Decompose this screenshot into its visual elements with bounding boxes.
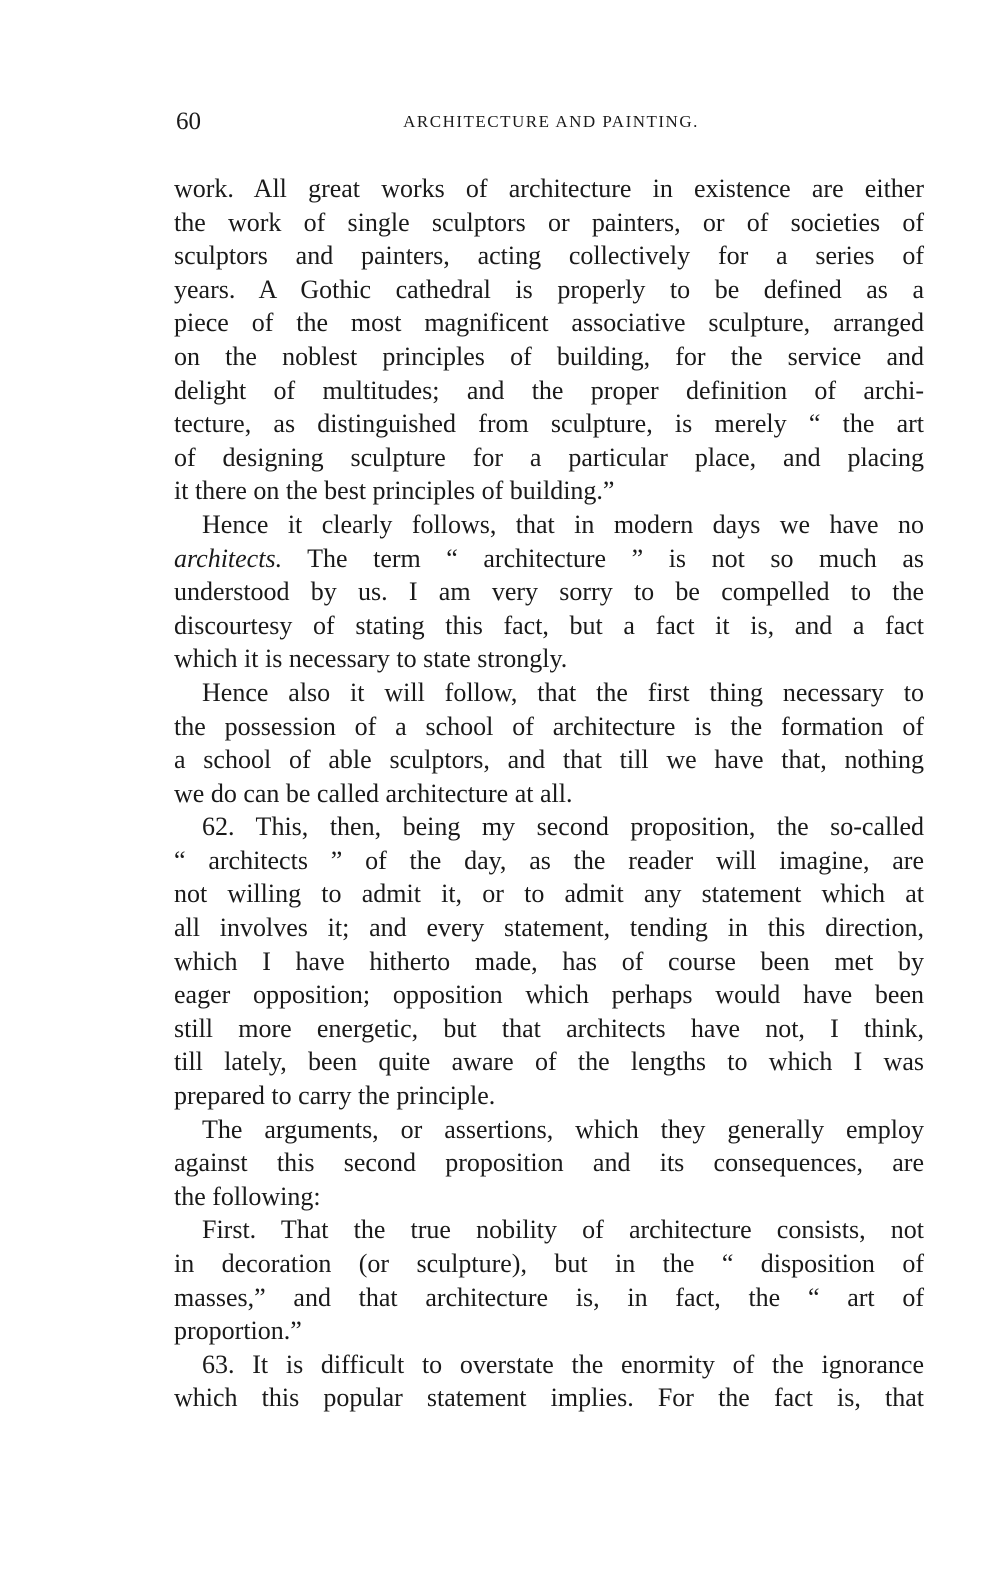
text-line: piece of the most magnificent associative sculpture, arranged xyxy=(174,308,924,338)
text-line: not willing to admit it, or to admit any statement which at xyxy=(174,879,924,909)
text-line: it there on the best principles of building.” xyxy=(174,476,615,506)
text-line: the work of single sculptors or painters, or of societies of xyxy=(174,207,924,237)
text-line: which I have hitherto made, has of course been met by xyxy=(174,946,924,976)
text-line: prepared to carry the principle. xyxy=(174,1081,496,1111)
text-line: the following: xyxy=(174,1181,321,1211)
text-line: delight of multitudes; and the proper definition of archi- xyxy=(174,375,924,405)
text-line: discourtesy of stating this fact, but a fact it is, and a fact xyxy=(174,610,924,640)
text-line: in decoration (or sculpture), but in the “ disposition of xyxy=(174,1249,924,1278)
text-line: work. All great works of architecture in existence are either xyxy=(174,174,924,203)
text-line: architects. The term “ architecture ” is not so much as xyxy=(174,543,924,573)
text-line: against this second proposition and its consequences, are xyxy=(174,1148,924,1178)
body-text xyxy=(174,172,924,1415)
text-line: eager opposition; opposition which perhaps would have been xyxy=(174,980,924,1010)
text-line: we do can be called architecture at all. xyxy=(174,778,573,808)
text-line: 62. This, then, being my second proposition, the so-called xyxy=(202,812,924,842)
page-header xyxy=(176,108,926,138)
italic-term: architects. xyxy=(174,543,283,573)
text-line: First. That the true nobility of architecture consists, not xyxy=(202,1215,924,1245)
text-line: the possession of a school of architecture is the formation of xyxy=(174,711,924,741)
text-line: proportion.” xyxy=(174,1316,302,1346)
text-line: which this popular statement implies. For the fact is, that xyxy=(174,1383,924,1413)
running-title: ARCHITECTURE AND PAINTING. xyxy=(403,112,699,131)
text-line: 63. It is difficult to overstate the enormity of the ignorance xyxy=(202,1349,924,1379)
text-line: still more energetic, but that architects have not, I think, xyxy=(174,1013,924,1043)
text-line: a school of able sculptors, and that till we have that, nothing xyxy=(174,745,924,775)
text-line: years. A Gothic cathedral is properly to be defined as a xyxy=(174,274,924,304)
text-line: till lately, been quite aware of the lengths to which I was xyxy=(174,1047,924,1077)
text-line: all involves it; and every statement, tending in this direction, xyxy=(174,913,924,943)
text-line: Hence it clearly follows, that in modern days we have no xyxy=(202,509,924,539)
text-line: sculptors and painters, acting collectively for a series of xyxy=(174,241,924,271)
text-line: “ architects ” of the day, as the reader will imagine, are xyxy=(174,845,924,875)
page-number: 60 xyxy=(176,108,201,135)
text-line: Hence also it will follow, that the first thing necessary to xyxy=(202,677,924,707)
text-line: on the noblest principles of building, for the service and xyxy=(174,341,924,371)
text-line: masses,” and that architecture is, in fact, the “ art of xyxy=(174,1282,924,1312)
text-line: understood by us. I am very sorry to be compelled to the xyxy=(174,577,924,607)
text-line: which it is necessary to state strongly. xyxy=(174,644,568,674)
text-line: The arguments, or assertions, which they generally employ xyxy=(202,1114,924,1144)
text-line: of designing sculpture for a particular place, and placing xyxy=(174,442,924,472)
text-line: tecture, as distinguished from sculpture, is merely “ the art xyxy=(174,409,924,439)
